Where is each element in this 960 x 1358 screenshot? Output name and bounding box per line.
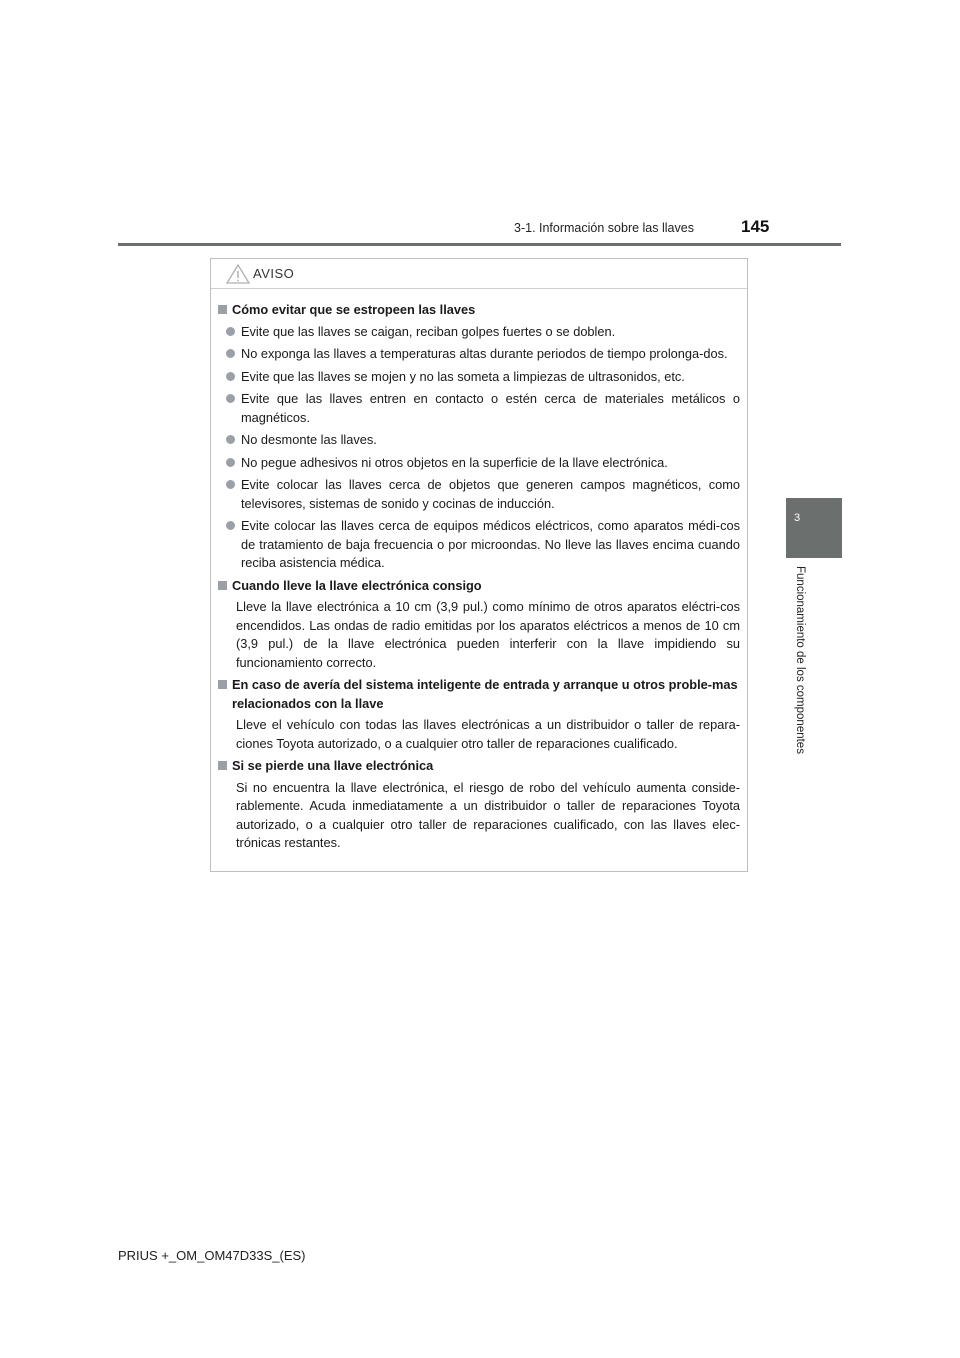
list-item: Evite colocar las llaves cerca de equipos médicos eléctricos, como aparatos médi-cos de tratamiento de baja frecuencia o por microondas. No lleve las llaves encima cuando reciba asistencia médica. [226, 517, 740, 573]
section-text: Si no encuentra la llave electrónica, el riesgo de robo del vehículo aumenta conside-rablemente. Acuda inmediatamente a un distribuidor o taller de reparaciones Toyota autorizado, o a cualquier otro taller de reparaciones cualificado, con las llaves elec-trónicas restantes. [236, 779, 740, 850]
dot-bullet-icon [226, 372, 235, 381]
section-text: Lleve la llave electrónica a 10 cm (3,9 pul.) como mínimo de otros aparatos eléctri-cos encendidos. Las ondas de radio emitidas por los aparatos eléctricos a menos de 10 cm (3,9 pul.) de la llave electrónica pueden interferir con la llave impidiendo su funcionamiento correcto. [236, 599, 740, 670]
dot-bullet-icon [226, 435, 235, 444]
dot-bullet-icon [226, 521, 235, 530]
header-rule [118, 243, 841, 246]
warning-triangle-icon [225, 263, 251, 285]
list-item: No exponga las llaves a temperaturas altas durante periodos de tiempo prolonga-dos. [226, 345, 740, 364]
dot-bullet-icon [226, 327, 235, 336]
dot-bullet-icon [226, 480, 235, 489]
dot-bullet-icon [226, 394, 235, 403]
square-bullet-icon [218, 761, 227, 770]
header-section-title: 3-1. Información sobre las llaves [514, 221, 694, 235]
section-title: Cómo evitar que se estropeen las llaves [218, 301, 740, 320]
document-code: PRIUS +_OM_OM47D33S_(ES) [118, 1248, 306, 1263]
section-title: En caso de avería del sistema inteligente de entrada y arranque u otros proble-mas relacionados con la llave [218, 676, 740, 713]
dot-bullet-icon [226, 349, 235, 358]
aviso-body [211, 289, 747, 853]
section-text: Lleve el vehículo con todas las llaves electrónicas a un distribuidor o taller de repara-ciones Toyota autorizado, o a cualquier otro taller de reparaciones cualificado. [236, 717, 740, 751]
list-item: Evite que las llaves se mojen y no las someta a limpiezas de ultrasonidos, etc. [226, 368, 740, 387]
dot-bullet-icon [226, 458, 235, 467]
list-item: Evite colocar las llaves cerca de objetos que generen campos magnéticos, como televisores, sistemas de sonido y cocinas de inducción. [226, 476, 740, 513]
list-item: No pegue adhesivos ni otros objetos en la superficie de la llave electrónica. [226, 454, 740, 473]
list-item: No desmonte las llaves. [226, 431, 740, 450]
chapter-number: 3 [794, 512, 801, 524]
list-item: Evite que las llaves entren en contacto o estén cerca de materiales metálicos o magnéticos. [226, 390, 740, 427]
square-bullet-icon [218, 581, 227, 590]
section-title: Si se pierde una llave electrónica [218, 757, 740, 776]
aviso-title: AVISO [253, 266, 295, 281]
chapter-tab [786, 498, 842, 558]
square-bullet-icon [218, 680, 227, 689]
chapter-label: Funcionamiento de los componentes [794, 566, 806, 754]
aviso-header [211, 259, 747, 289]
list-item: Evite que las llaves se caigan, reciban golpes fuertes o se doblen. [226, 323, 740, 342]
page-number: 145 [741, 217, 770, 236]
section-title: Cuando lleve la llave electrónica consigo [218, 577, 740, 596]
aviso-box [210, 258, 748, 872]
square-bullet-icon [218, 305, 227, 314]
